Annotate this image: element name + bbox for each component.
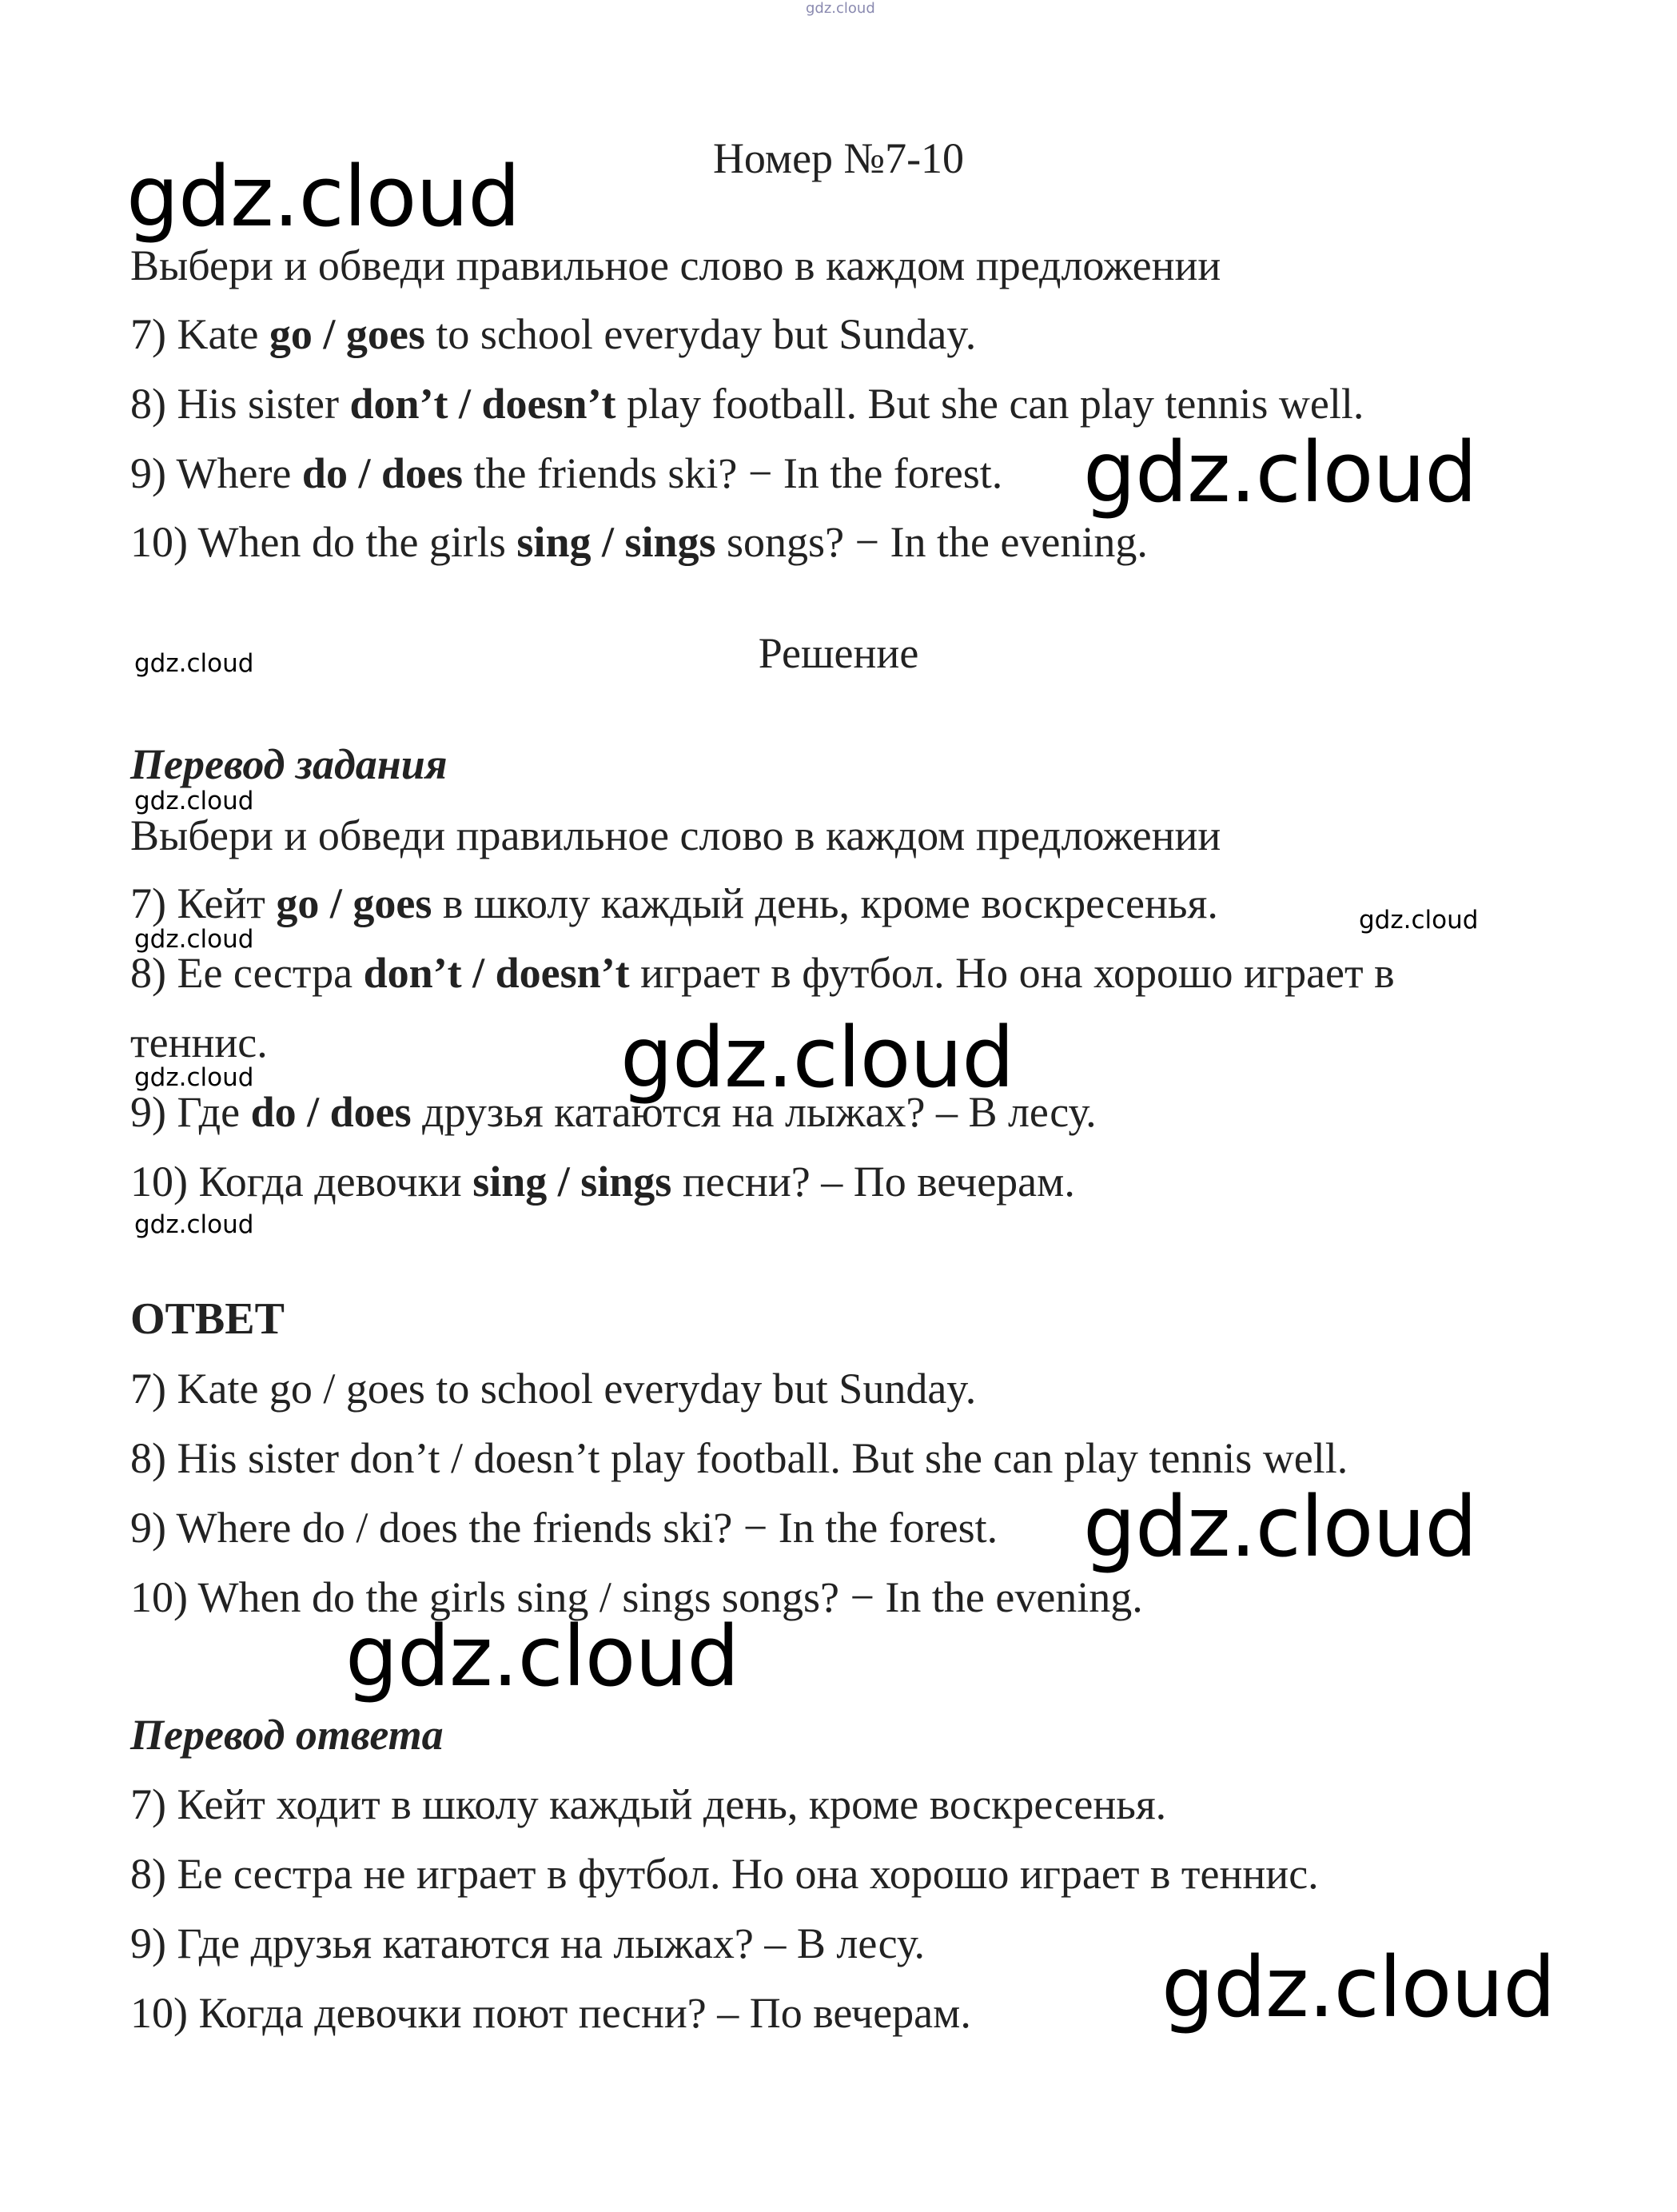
task-item: 10) When do the girls sing / sings songs? − In the evening. [130, 518, 1148, 566]
watermark-small: gdz.cloud [134, 1063, 254, 1092]
translation-task-item: теннис. [130, 1018, 268, 1066]
watermark: gdz.cloud [1161, 1939, 1556, 2036]
watermark: gdz.cloud [345, 1608, 739, 1705]
watermark-small: gdz.cloud [134, 649, 254, 678]
task-item: 7) Kate go / goes to school everyday but Sunday. [130, 310, 977, 358]
task-item: 9) Where do / does the friends ski? − In the forest. [130, 449, 1003, 497]
watermark: gdz.cloud [1083, 424, 1477, 521]
answer-translation-line: 7) Кейт ходит в школу каждый день, кроме воскресенья. [130, 1780, 1167, 1828]
answer-line: 7) Kate go / goes to school everyday but Sunday. [130, 1365, 977, 1413]
translation-task-item: 7) Кейт go / goes в школу каждый день, кроме воскресенья. [130, 879, 1218, 927]
answer-translation-heading: Перевод ответа [130, 1711, 444, 1759]
watermark-small: gdz.cloud [134, 787, 254, 815]
top-watermark: gdz.cloud [806, 0, 875, 17]
answer-line: 10) When do the girls sing / sings songs? − In the evening. [130, 1573, 1143, 1621]
answer-translation-line: 9) Где друзья катаются на лыжах? – В лесу. [130, 1919, 926, 1967]
answer-translation-line: 10) Когда девочки поют песни? – По вечерам. [130, 1989, 971, 2037]
answer-translation-line: 8) Ее сестра не играет в футбол. Но она хорошо играет в теннис. [130, 1850, 1319, 1898]
task-item: 8) His sister don’t / doesn’t play football. But she can play tennis well. [130, 380, 1364, 428]
watermark: gdz.cloud [620, 1009, 1014, 1106]
translation-task-item: 8) Ее сестра don’t / doesn’t играет в футбол. Но она хорошо играет в [130, 949, 1395, 997]
watermark-small: gdz.cloud [134, 925, 254, 954]
translation-task-instruction: Выбери и обведи правильное слово в каждом предложении [130, 811, 1221, 859]
answer-heading: ОТВЕТ [130, 1294, 285, 1344]
watermark-small: gdz.cloud [1359, 906, 1479, 935]
watermark-small: gdz.cloud [134, 1210, 254, 1239]
task-instruction: Выбери и обведи правильное слово в каждом предложении [130, 241, 1221, 289]
answer-line: 8) His sister don’t / doesn’t play football. But she can play tennis well. [130, 1434, 1348, 1482]
solution-label: Решение [758, 629, 919, 677]
watermark: gdz.cloud [126, 148, 520, 245]
translation-task-heading: Перевод задания [130, 740, 448, 788]
watermark: gdz.cloud [1083, 1478, 1477, 1576]
translation-task-item: 10) Когда девочки sing / sings песни? – По вечерам. [130, 1158, 1075, 1206]
answer-line: 9) Where do / does the friends ski? − In the forest. [130, 1504, 998, 1552]
translation-task-item: 9) Где do / does друзья катаются на лыжах? – В лесу. [130, 1088, 1097, 1136]
page-title: Номер №7-10 [712, 134, 965, 182]
